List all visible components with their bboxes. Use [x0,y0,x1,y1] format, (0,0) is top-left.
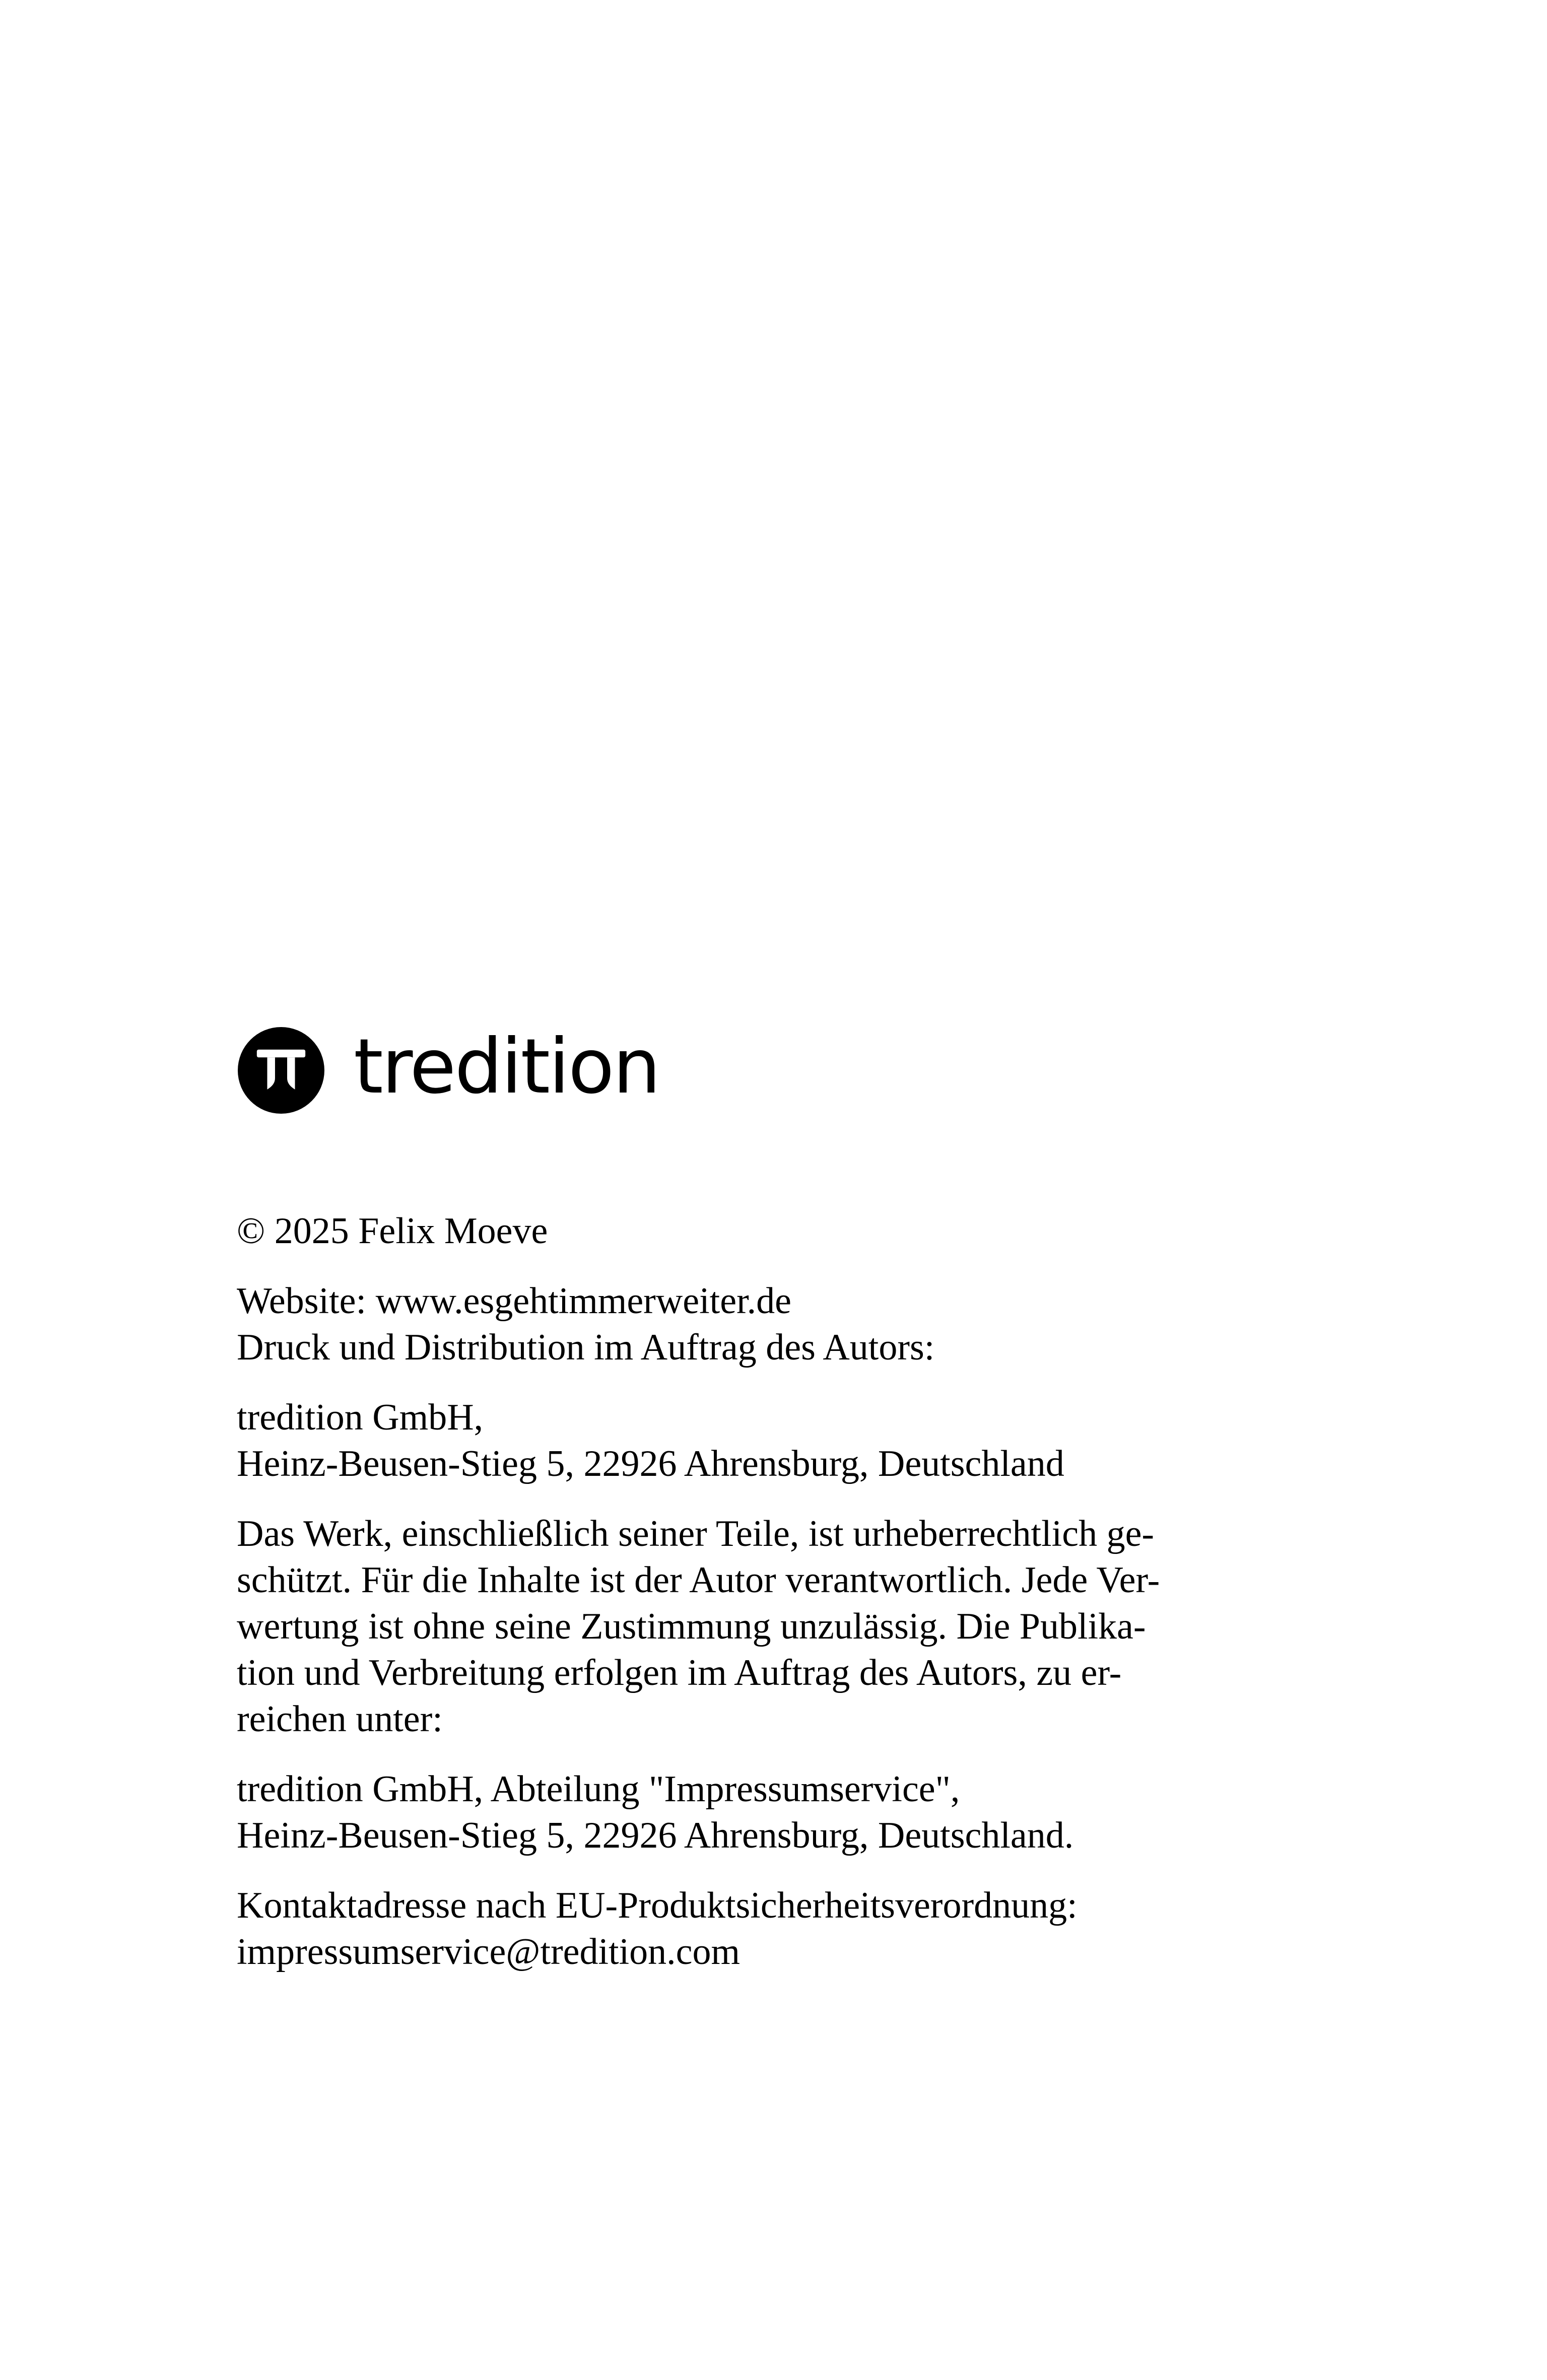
tredition-logo-icon [238,1027,324,1114]
contact-email: impressumservice@tredition.com [237,1931,741,1973]
contact-label: Kontaktadresse nach EU-Produktsicherheitsverordnung: [237,1885,1078,1926]
distribution-line: Druck und Distribution im Auftrag des Autors: [237,1327,935,1368]
publisher-name: tredition GmbH, [237,1397,484,1438]
notice-line: tion und Verbreitung erfolgen im Auftrag des Autors, zu er- [237,1652,1122,1693]
copyright-line: © 2025 Felix Moeve [237,1210,548,1252]
publisher-address [237,1394,1305,1487]
logo-wordmark: tredition [354,1023,659,1111]
copyright-paragraph [237,1208,1305,1254]
copyright-notice [237,1511,1305,1742]
notice-line: Das Werk, einschließlich seiner Teile, ist urheberrechtlich ge- [237,1513,1155,1554]
website-paragraph [237,1278,1305,1371]
tredition-logo [238,1025,659,1116]
service-address [237,1766,1305,1859]
imprint-text [237,1208,1305,1999]
publisher-street: Heinz-Beusen-Stieg 5, 22926 Ahrensburg, Deutschland [237,1443,1064,1484]
notice-line: schützt. Für die Inhalte ist der Autor verantwortlich. Jede Ver- [237,1559,1160,1601]
service-name: tredition GmbH, Abteilung "Impressumservice", [237,1769,960,1810]
notice-line: wertung ist ohne seine Zustimmung unzulässig. Die Publika- [237,1606,1146,1647]
notice-line: reichen unter: [237,1698,443,1740]
contact-paragraph [237,1882,1305,1975]
service-street: Heinz-Beusen-Stieg 5, 22926 Ahrensburg, Deutschland. [237,1815,1074,1856]
website-line: Website: www.esgehtimmerweiter.de [237,1280,791,1322]
